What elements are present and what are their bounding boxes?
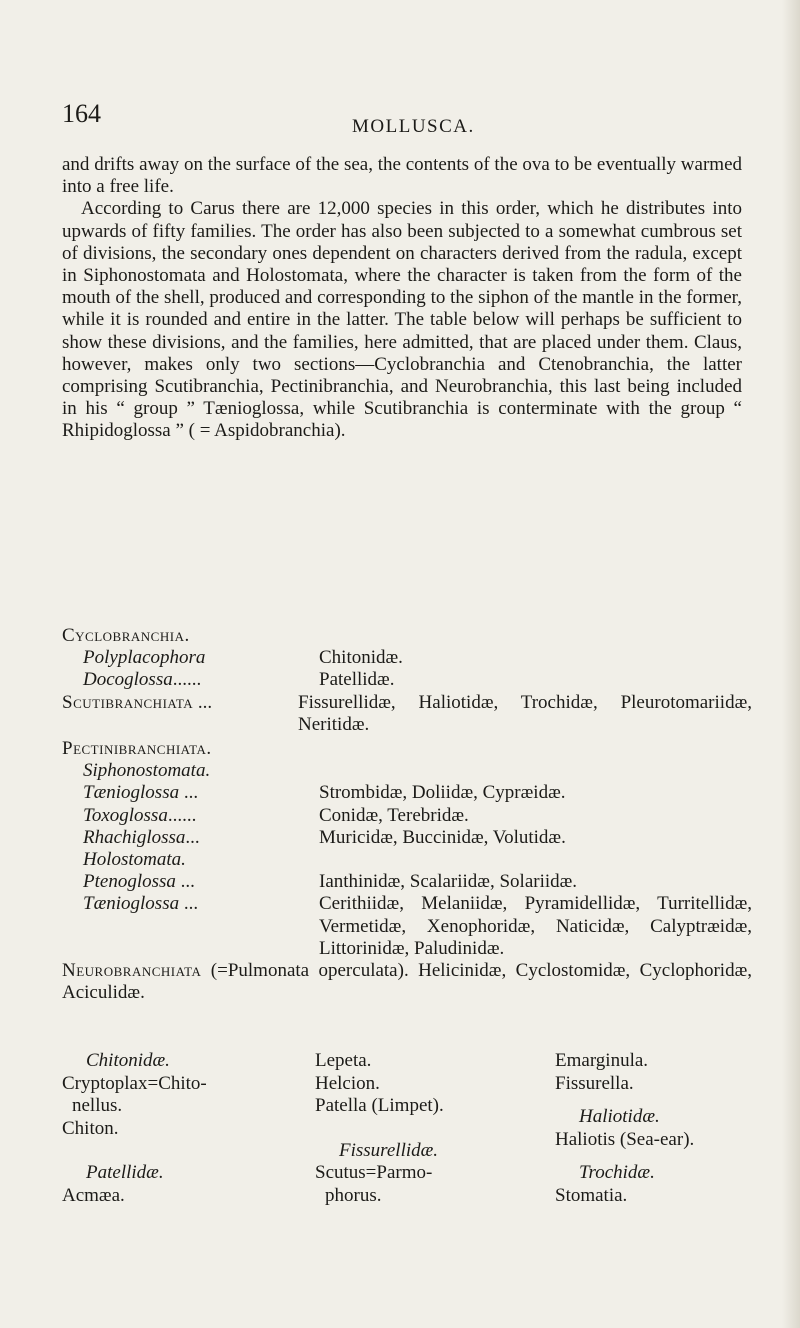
running-head: MOLLUSCA.: [352, 116, 475, 137]
paragraph-continuation: and drifts away on the surface of the sea, the contents of the ova to be eventually warmed into a free life.: [62, 154, 742, 198]
leader-dots: ...: [185, 826, 200, 848]
family-list: Cerithiidæ, Melaniidæ, Pyramidellidæ, Turritellidæ, Vermetidæ, Xenophoridæ, Naticidæ, Calyptræidæ, Littorinidæ, Paludinidæ.: [319, 893, 752, 959]
table-row: [62, 827, 752, 849]
genus-entry: Haliotis (Sea-ear).: [555, 1128, 695, 1150]
leader-dots: ...: [179, 893, 199, 915]
suborder-label: Tænioglossa: [83, 782, 180, 804]
table-row: [62, 893, 752, 960]
genus-entry: Cryptoplax=Chito-: [62, 1072, 207, 1094]
genus-entry: Emarginula.: [555, 1050, 649, 1071]
table-row: [62, 647, 752, 669]
family-list: Strombidæ, Doliidæ, Cypræidæ.: [319, 782, 566, 804]
leader-dots: ......: [167, 804, 197, 826]
genera-column-3: [555, 1050, 694, 1207]
body-text: [62, 154, 742, 443]
genus-entry: Chiton.: [62, 1117, 119, 1139]
table-row: [62, 960, 752, 1004]
genera-column-2: [315, 1050, 444, 1207]
table-row: [62, 669, 752, 691]
family-list: (=Pulmonata operculata). Helicinidæ, Cyclostomidæ, Cyclophoridæ, Aciculidæ.: [62, 960, 753, 1004]
family-list: Chitonidæ.: [319, 647, 403, 669]
leader-dots: ...: [175, 871, 195, 893]
group-label: Scutibranchiata: [62, 691, 194, 713]
family-list: Fissurellidæ, Haliotidæ, Trochidæ, Pleurotomariidæ, Neritidæ.: [298, 691, 752, 735]
family-list: Patellidæ.: [319, 669, 395, 691]
family-heading: Haliotidæ.: [579, 1106, 660, 1127]
genus-entry-cont: nellus.: [72, 1095, 123, 1116]
family-heading: Trochidæ.: [579, 1162, 655, 1183]
table-row: [62, 692, 752, 736]
page-edge-shadow: [782, 0, 800, 1328]
suborder-label: Rhachiglossa: [83, 826, 186, 848]
genus-entry: Helcion.: [315, 1072, 380, 1094]
suborder-label: Docoglossa: [83, 669, 173, 691]
family-list: Muricidæ, Buccinidæ, Volutidæ.: [319, 826, 566, 848]
suborder-label: Toxoglossa: [83, 804, 168, 826]
family-heading: Patellidæ.: [86, 1162, 164, 1183]
table-row: [62, 871, 752, 893]
genus-entry: Stomatia.: [555, 1184, 628, 1206]
genus-entry: Patella (Limpet).: [315, 1095, 444, 1116]
suborder-label: Polyplacophora: [83, 647, 206, 669]
leader-dots: ......: [172, 669, 202, 691]
family-heading: Fissurellidæ.: [339, 1139, 439, 1161]
division-heading: Holostomata.: [83, 849, 186, 871]
table-row: [62, 805, 752, 827]
suborder-label: Tænioglossa: [83, 893, 180, 915]
division-heading: Siphonostomata.: [83, 760, 211, 782]
genus-entry: Fissurella.: [555, 1072, 634, 1094]
genus-entry: Acmæa.: [62, 1184, 125, 1206]
classification-table: [62, 625, 752, 1004]
suborder-label: Ptenoglossa: [83, 871, 176, 893]
group-heading-pectinibranchiata: Pectinibranchiata.: [62, 738, 212, 760]
leader-dots: ...: [179, 782, 199, 804]
genus-entry-cont: phorus.: [325, 1184, 382, 1206]
page-number: 164: [62, 99, 101, 128]
genera-column-1: [62, 1050, 207, 1207]
group-label: Neurobranchiata: [62, 960, 202, 982]
group-heading-cyclobranchia: Cyclobranchia.: [62, 625, 190, 646]
family-list: Conidæ, Terebridæ.: [319, 804, 469, 826]
genus-entry: Scutus=Parmo-: [315, 1162, 433, 1183]
table-row: [62, 782, 752, 804]
family-list: Ianthinidæ, Scalariidæ, Solariidæ.: [319, 871, 578, 893]
family-heading: Chitonidæ.: [86, 1050, 170, 1071]
genus-entry: Lepeta.: [315, 1050, 372, 1071]
leader-dots: ...: [193, 691, 213, 713]
paragraph-carus: According to Carus there are 12,000 species in this order, which he distributes into upwards of fifty families. The order has also been subjected to a somewhat cumbrous set of divisions, the secondary ones dependent on characters derived from the radula, except in Siphonostomata and Holostomata, where the character is taken from the form of the mouth of the shell, produced and corresponding to the siphon of the mantle in the former, while it is rounded and entire in the latter. The table below will perhaps be sufficient to show these divisions, and the families, here admitted, that are placed under them. Claus, however, makes only two sections—Cyclobranchia and Ctenobranchia, the latter comprising Scutibranchia, Pectinibranchia, and Neurobranchia, this last being included in his “ group ” Tænioglossa, while Scutibranchia is conterminate with the group “ Rhipidoglossa ” ( = Aspidobranchia).: [62, 198, 742, 442]
